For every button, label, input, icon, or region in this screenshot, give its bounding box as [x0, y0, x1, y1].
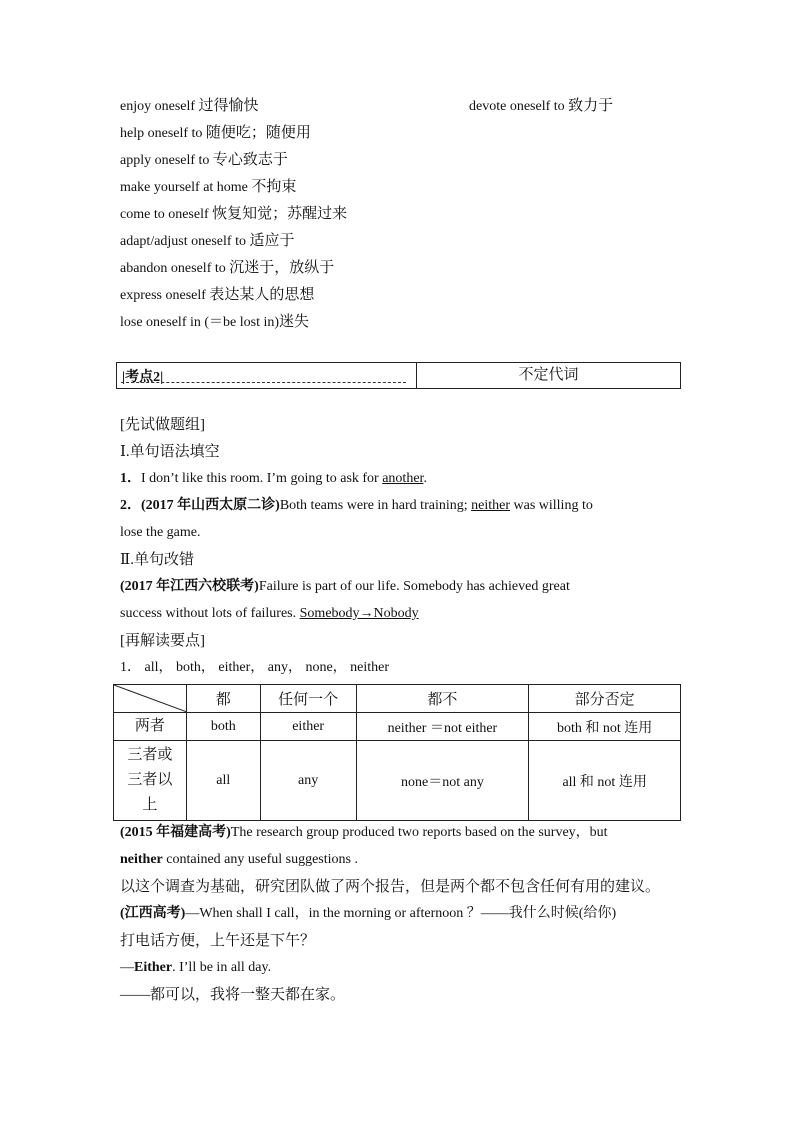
- table-cell: both: [186, 713, 260, 741]
- table-cell: neither ＝not either: [356, 713, 529, 741]
- table-row: [114, 741, 681, 821]
- phrase-cn: 不拘束: [251, 179, 297, 195]
- example-text: —When shall I call，in the morning or afternoon ？——我什么时候(给你): [185, 906, 617, 921]
- example-text: . I’ll be in all day.: [172, 960, 272, 975]
- example-2: [120, 904, 616, 924]
- diagonal-line: [114, 685, 186, 712]
- table-cell: none＝not any: [356, 741, 529, 821]
- phrase-line: [120, 123, 311, 144]
- phrase-en: devote oneself to: [469, 99, 565, 114]
- kaodian-label-cell: [117, 363, 417, 388]
- question-source: (2017 年江西六校联考): [120, 579, 259, 594]
- example-source: (2015 年福建高考): [120, 825, 231, 840]
- question-1: [120, 469, 427, 489]
- example-2-reply: [120, 958, 271, 978]
- row-label-line: 三者或: [127, 747, 173, 763]
- pronoun-table: [113, 684, 681, 821]
- question-number: 2．: [120, 498, 141, 513]
- table-header: 部分否定: [529, 685, 681, 713]
- phrase-line: [120, 177, 296, 198]
- table-cell: either: [260, 713, 356, 741]
- question-2: [120, 496, 593, 516]
- question-text: Both teams were in hard training;: [279, 498, 472, 513]
- dashed-rule: [121, 382, 406, 383]
- row-label: 两者: [114, 713, 187, 741]
- question-number: 1．: [120, 471, 141, 486]
- phrase-cn: 恢复知觉；苏醒过来: [212, 206, 348, 222]
- row-label-line: 上: [142, 797, 158, 813]
- phrase-en: abandon oneself to: [120, 261, 226, 276]
- table-header: 都: [186, 685, 260, 713]
- phrase-cn: 沉迷于，放纵于: [229, 260, 335, 276]
- table-header: 都不: [356, 685, 529, 713]
- example-1-cont: [120, 850, 358, 870]
- phrase-en: help oneself to: [120, 126, 203, 141]
- phrase-line: [120, 96, 614, 117]
- table-header-row: [114, 685, 681, 713]
- kaodian-label: |考点2|: [122, 370, 164, 385]
- table-header: 任何一个: [260, 685, 356, 713]
- phrase-en: express oneself: [120, 288, 206, 303]
- example-source: (江西高考): [120, 906, 186, 921]
- phrase-line: [120, 231, 294, 252]
- example-text: contained any useful suggestions .: [162, 852, 358, 867]
- phrase-line: [120, 312, 309, 333]
- key-word: neither: [120, 852, 163, 867]
- phrase-cn: 过得愉快: [198, 98, 259, 114]
- phrase-en: lose oneself in (＝be lost in): [120, 315, 280, 330]
- table-cell: both 和 not 连用: [529, 713, 681, 741]
- phrase-en: make yourself at home: [120, 180, 248, 195]
- phrase-line: [120, 258, 334, 279]
- example-2-translation: ——都可以，我将一整天都在家。: [120, 987, 346, 1003]
- answer: another: [382, 471, 424, 486]
- question-text: .: [423, 471, 427, 486]
- question-3-cont: [120, 604, 419, 624]
- phrase-cn: 专心致志于: [212, 152, 288, 168]
- correction: Somebody→Nobody: [299, 606, 419, 621]
- phrase-line: [120, 285, 314, 306]
- table-cell: any: [260, 741, 356, 821]
- phrase-cn: 适应于: [249, 233, 295, 249]
- key-word: Either: [134, 960, 173, 975]
- phrase-en: apply oneself to: [120, 153, 210, 168]
- dash: —: [120, 960, 134, 975]
- example-1-translation: 以这个调查为基础，研究团队做了两个报告，但是两个都不包含任何有用的建议。: [120, 879, 661, 895]
- phrase-en: enjoy oneself: [120, 99, 196, 114]
- question-text: Failure is part of our life. Somebody has achieved great: [258, 579, 570, 594]
- section-heading: [再解读要点]: [120, 633, 205, 649]
- phrase-line: [120, 150, 288, 171]
- section-heading: [先试做题组]: [120, 417, 205, 433]
- phrase-cn: 迷失: [279, 314, 310, 330]
- table-row: [114, 713, 681, 741]
- phrase-line: [120, 204, 347, 225]
- table-cell: all 和 not 连用: [529, 741, 681, 821]
- table-cell: all: [186, 741, 260, 821]
- example-1: [120, 823, 608, 843]
- kaodian-box: [116, 362, 681, 389]
- example-2-cont: 打电话方便，上午还是下午？: [120, 933, 316, 949]
- question-source: (2017 年山西太原二诊): [141, 498, 280, 513]
- kaodian-title: 不定代词: [518, 367, 579, 383]
- phrase-cn: 致力于: [568, 98, 614, 114]
- question-3: [120, 577, 570, 597]
- phrase-cn: 表达某人的思想: [209, 287, 315, 303]
- question-text: was willing to: [510, 498, 593, 513]
- point-item: 1． all， both， either， any， none， neither: [120, 660, 390, 675]
- phrase-en: adapt/adjust oneself to: [120, 234, 246, 249]
- example-text: The research group produced two reports based on the survey，but: [230, 825, 608, 840]
- answer: neither: [471, 498, 510, 513]
- row-label: [114, 741, 187, 821]
- part-heading: Ⅰ.单句语法填空: [120, 444, 220, 460]
- question-text: success without lots of failures.: [120, 606, 300, 621]
- part-heading: Ⅱ.单句改错: [120, 552, 194, 568]
- phrase-cn: 随便吃；随便用: [205, 125, 311, 141]
- phrase-en: come to oneself: [120, 207, 209, 222]
- question-text: I don’t like this room. I’m going to ask for: [141, 471, 383, 486]
- question-2-cont: lose the game.: [120, 525, 201, 540]
- row-label-line: 三者以: [127, 772, 173, 788]
- diagonal-cell: [114, 685, 187, 713]
